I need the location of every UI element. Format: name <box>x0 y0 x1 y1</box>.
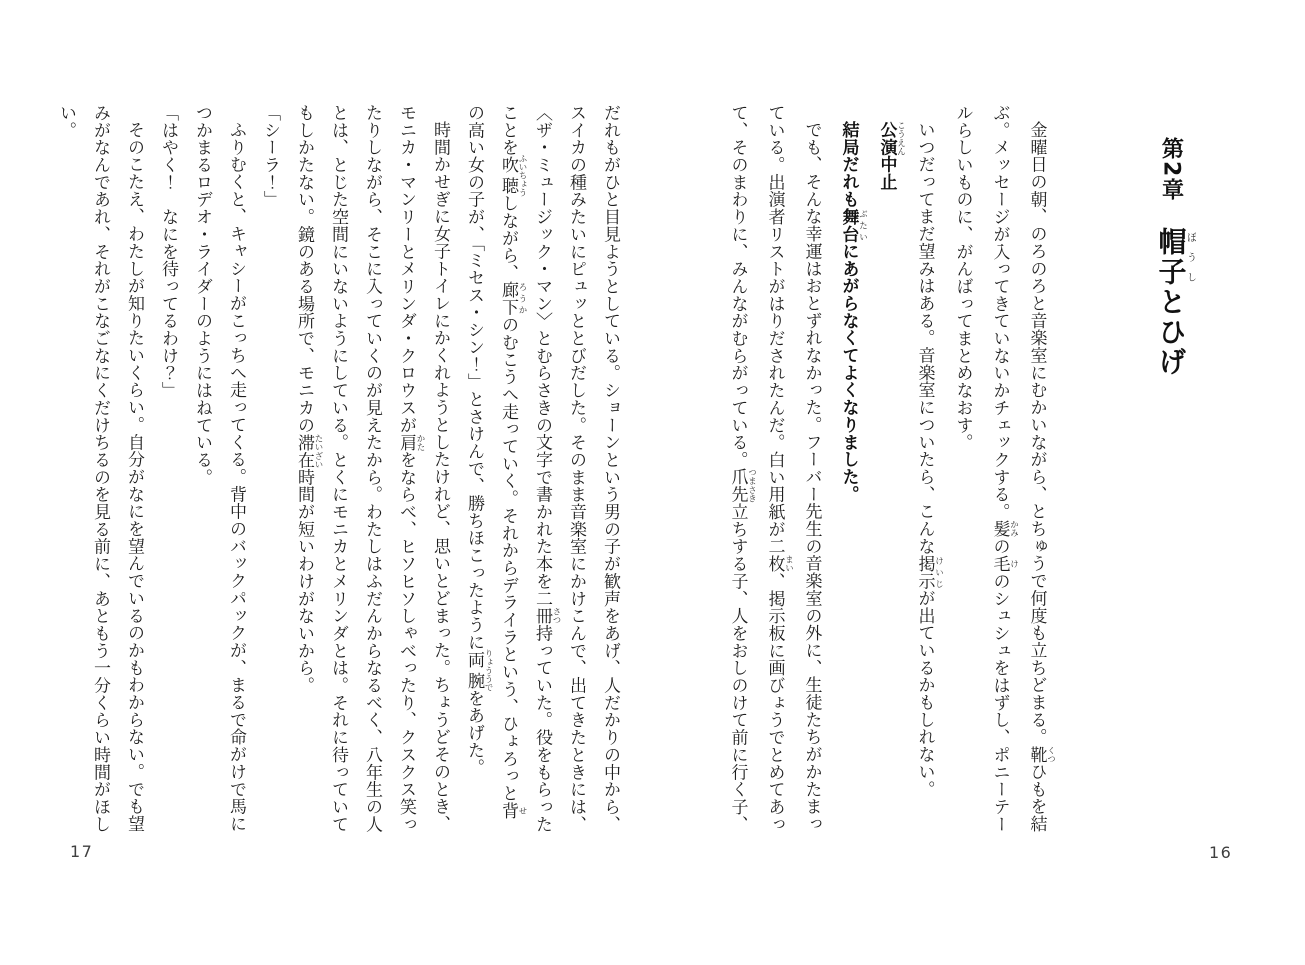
paragraph: 「シーラ！」 <box>260 104 280 209</box>
paragraph: 公演 こうえん中止 <box>876 121 906 191</box>
paragraph: 結局だれも舞台 ぶたいにあがらなくてよくなりました。 <box>838 121 868 503</box>
paragraph: そのこたえ、わたしが知りたいくらい。自分がなにを望んでいるのかもわからない。でも望みがなんであれ、それがこなごなにくだけちるのを見る前に、あともう一分くらい時間がほしい。 <box>56 104 144 833</box>
chapter-title: 帽子ぼうしとひげ <box>1154 226 1196 377</box>
page-number-left: 17 <box>70 842 94 861</box>
chapter-heading <box>1151 104 1196 836</box>
paragraph: でも、そんな幸運はおとずれなかった。フーバー先生の音楽室の外に、生徒たちがかたまっている。出演者リストがはりだされたんだ。白い用紙が二枚 まい、掲示板に画びょうでとめてあって、そのまわりに、みんながむらがっている。爪先 つまさき立ちする子、人をおしのけて前に行く子、 <box>727 104 822 833</box>
paragraph: 金曜日の朝、のろのろと音楽室にむかいながら、とちゅうで何度も立ちどまる。靴 くつひもを結ぶ。メッセージが入ってきていないかチェックする。髪 かみの毛 けのシュシュをはずし、ポニーテールらしいものに、がんばってまとめなおす。 <box>952 104 1056 833</box>
paragraph: 「はやく！ なにを待ってるわけ？」 <box>158 104 178 399</box>
paragraph: だれもがひと目見ようとしている。ショーンという男の子が歓声をあげ、人だかりの中から、スイカの種みたいにピュッととびだした。そのまま音楽室にかけこんで、出てきたときには、〈ザ・ミュージック・マン〉とむらさきの文字で書かれた本を二冊 さつ持っていた。役をもらったことを吹聴 ふいちょうしながら、廊下 ろうかのむこうへ走っていく。それからデライラという、ひょろっと背 せの高い女の子が、「ミセス・シン！」とさけんで、勝ちほこったように両腕 りょううでをあげた。 <box>464 104 620 833</box>
paragraph: いつだってまだ望みはある。音楽室についたら、こんな掲示 けいじが出ているかもしれない。 <box>914 121 944 798</box>
paragraph: ふりむくと、キャシーがこっちへ走ってくる。背中のバックパックが、まるで命がけで馬につかまるロデオ・ライダーのようにはねている。 <box>192 104 246 833</box>
page-number-right: 16 <box>1209 843 1233 862</box>
page-17-text <box>49 104 627 836</box>
page-16-text <box>719 104 1196 836</box>
paragraph: 時間かせぎに女子トイレにかくれようとしたけれど、思いとどまった。ちょうどそのとき、モニカ・マンリーとメリンダ・クロウスが肩 かたをならべ、ヒソヒソしゃべったり、クスクス笑ったりしながら、そこに入っていくのが見えたから。わたしはふだんからなるべく、八年生の人とは、とじた空間にいないようにしている。とくにモニカとメリンダとは。それに待っていてもしかたない。鏡のある場所で、モニカの滞在 たいざい時間が短いわけがないから。 <box>294 104 450 833</box>
chapter-number: 第2章 <box>1158 137 1184 203</box>
